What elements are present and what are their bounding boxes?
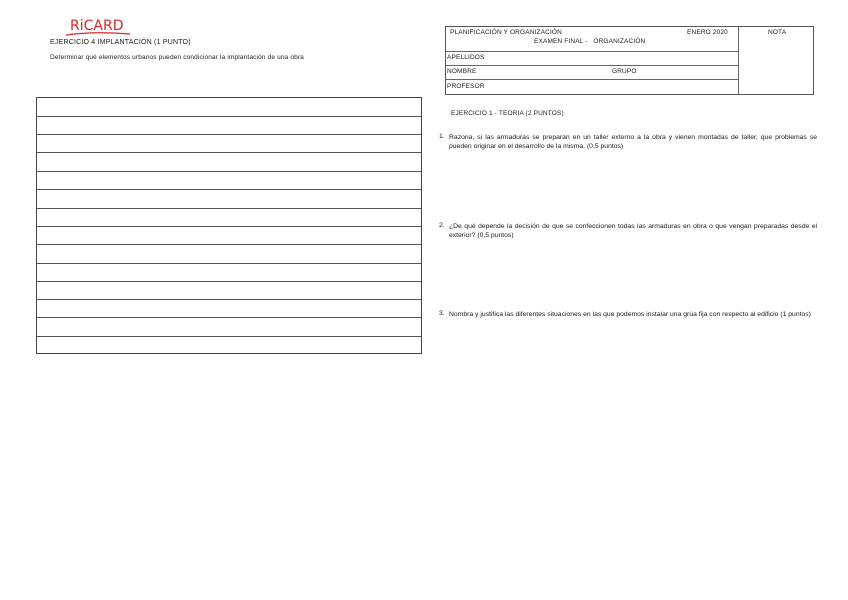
question-1-number: 1. bbox=[439, 133, 445, 140]
surname-label: APELLIDOS bbox=[447, 54, 485, 61]
handwritten-name bbox=[64, 12, 134, 40]
question-2-text: ¿De qué depende la decisión de que se confeccionen todas las armaduras en obra o que vengan preparadas desde el exterior? (0,5 puntos) bbox=[449, 223, 817, 239]
exercise-1-title: EJERCICIO 1 - TEORIA (2 PUNTOS) bbox=[451, 110, 564, 117]
question-3-text: Nombra y justifica las diferentes situaciones en las que podemos instalar una grúa fija con respecto al edificio (1 puntos) bbox=[449, 311, 811, 318]
exercise-4-title: EJERCICIO 4 IMPLANTACIÓN (1 PUNTO) bbox=[50, 39, 191, 46]
exercise-4-instruction: Determinar qué elementos urbanos pueden condicionar la implantación de una obra bbox=[50, 54, 304, 61]
handwritten-name-text: RiCARD bbox=[70, 18, 124, 34]
course-title: PLANIFICACIÓN Y ORGANIZACIÓN bbox=[450, 29, 562, 36]
teacher-label: PROFESOR bbox=[447, 83, 485, 90]
question-1-text: Razona, si las armaduras se preparan en un taller externo a la obra y vienen montadas de taller, que problemas se pueden originar en el desarrollo de la misma. (0,5 puntos) bbox=[449, 134, 817, 150]
exam-header-table bbox=[445, 26, 814, 95]
question-2-number: 2. bbox=[439, 222, 445, 229]
grade-label: NOTA bbox=[768, 29, 787, 36]
exam-date: ENERO 2020 bbox=[687, 29, 728, 36]
question-3-number: 3. bbox=[439, 310, 445, 317]
exam-name: EXAMEN FINAL - ORGANIZACIÓN bbox=[534, 38, 646, 45]
group-label: GRUPO bbox=[612, 68, 637, 75]
answer-lined-area[interactable] bbox=[36, 97, 422, 354]
name-label: NOMBRE bbox=[447, 68, 477, 75]
